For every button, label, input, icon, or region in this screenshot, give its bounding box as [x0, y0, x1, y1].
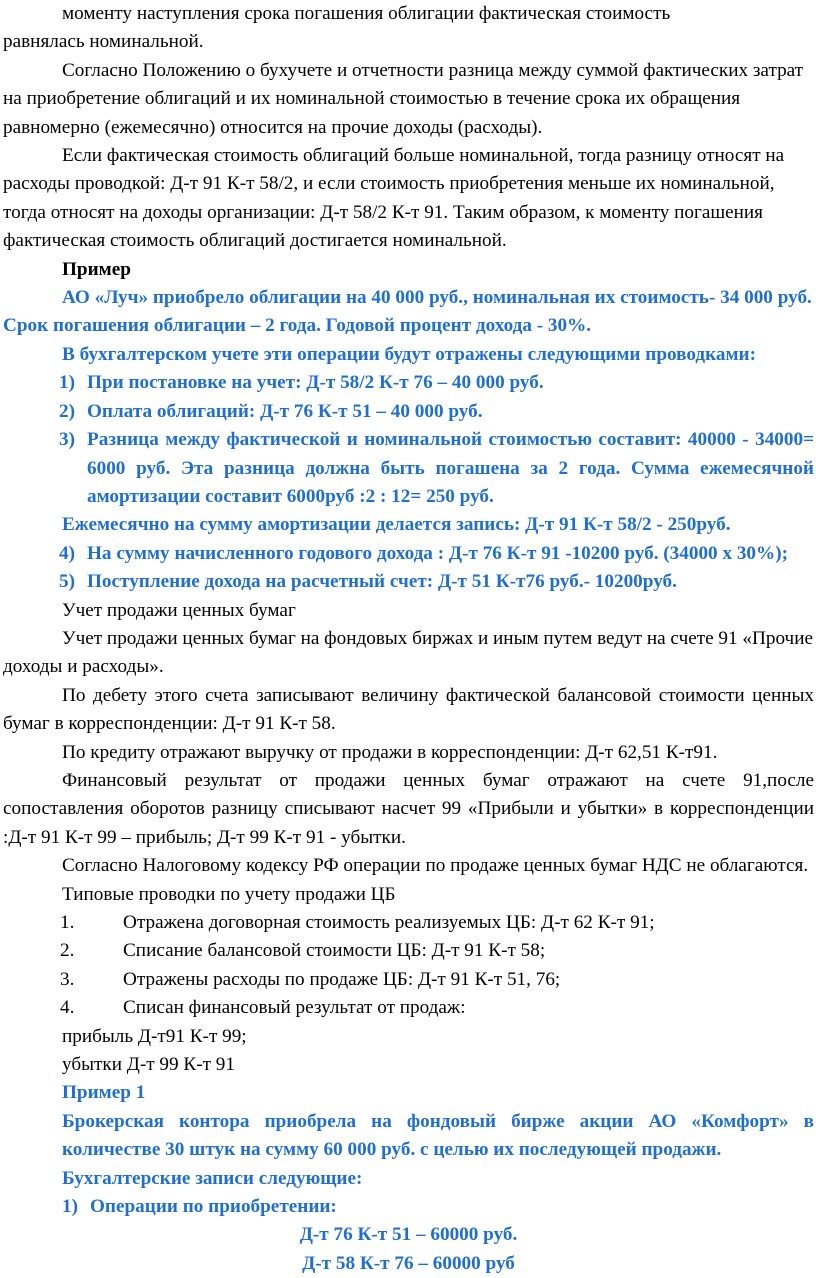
typical-text: Отражена договорная стоимость реализуемых ЦБ: Д-т 62 К-т 91; — [123, 912, 655, 933]
typical-text: Отражены расходы по продаже ЦБ: Д-т 91 К-т 51, 76; — [123, 968, 561, 990]
entry-number: 3) — [59, 429, 75, 451]
entry-item-3 — [3, 426, 814, 511]
paragraph-intro-line2: равнялась номинальной. — [3, 31, 204, 53]
typical-number: 2. — [60, 940, 75, 962]
paragraph-regulation: Согласно Положению о бухучете и отчетности разница между суммой фактических затрат на приобретение облигаций и их номинальной стоимостью в течение срока их обращения равномерно (ежемесячно) относится на прочие доходы (расходы). — [3, 59, 804, 138]
sale-paragraph-5: Согласно Налоговому кодексу РФ операции по продаже ценных бумаг НДС не облагаются. — [62, 855, 809, 877]
typical-number: 3. — [60, 968, 75, 990]
sale-paragraph-4: Финансовый результат от продажи ценных бумаг отражают на счете 91,после сопоставления оборотов разницу списывают насчет 99 «Прибыли и убытки» в корреспонденции :Д-т 91 К-т 99 – прибыль; Д-т 99 К-т 91 - убытки. — [3, 769, 814, 848]
typical-item-1 — [3, 909, 814, 937]
entry-item-1 — [3, 369, 814, 397]
example-text: АО «Луч» приобрело облигации на 40 000 руб., номинальная их стоимость- 34 000 руб. Срок погашения облигации – 2 года. Годовой процент дохода - 30%. — [3, 287, 812, 337]
typical-heading: Типовые проводки по учету продажи ЦБ — [62, 883, 396, 905]
entry-text: На сумму начисленного годового дохода : Д-т 76 К-т 91 -10200 руб. (34000 х 30%); — [87, 542, 788, 564]
entry-number: 5) — [59, 571, 75, 593]
entry-number: 1) — [59, 372, 75, 394]
example-heading: Пример — [62, 258, 131, 280]
sale-paragraph-3: По кредиту отражают выручку от продажи в корреспонденции: Д-т 62,51 К-т91. — [62, 741, 718, 763]
entry-item-4 — [3, 540, 814, 568]
typical-text: Списан финансовый результат от продаж: — [123, 997, 466, 1019]
profit-line: прибыль Д-т91 К-т 99; — [62, 1025, 247, 1047]
entry-number: 2) — [59, 400, 75, 422]
acquisition-item — [3, 1193, 814, 1221]
acquisition-line-2: Д-т 58 К-т 76 – 60000 руб — [302, 1252, 515, 1274]
entry-text: Разница между фактической и номинальной стоимостью составит: 40000 - 34000= 6000 руб. Эта разница должна быть погашена за 2 года. Сумма ежемесячной амортизации составит 6000руб :2 : 12= 250 руб. — [87, 429, 814, 507]
entry-item-2 — [3, 398, 814, 426]
entry-number: 4) — [59, 542, 75, 564]
paragraph-intro-line1: моменту наступления срока погашения облигации фактическая стоимость — [62, 3, 671, 24]
typical-item-2 — [3, 937, 814, 965]
sale-paragraph-1: Учет продажи ценных бумаг на фондовых биржах и иным путем ведут на счете 91 «Прочие доходы и расходы». — [3, 627, 813, 678]
entry-item-5 — [3, 568, 814, 596]
sale-paragraph-2: По дебету этого счета записывают величину фактической балансовой стоимости ценных бумаг в корреспонденции: Д-т 91 К-т 58. — [3, 684, 814, 735]
entry-text: Оплата облигаций: Д-т 76 К-т 51 – 40 000 руб. — [87, 400, 483, 422]
monthly-entry: Ежемесячно на сумму амортизации делается запись: Д-т 91 К-т 58/2 - 250руб. — [62, 514, 731, 536]
entry-text: Поступление дохода на расчетный счет: Д-т 51 К-т76 руб.- 10200руб. — [87, 571, 677, 593]
paragraph-difference: Если фактическая стоимость облигаций больше номинальной, тогда разницу относят на расходы проводкой: Д-т 91 К-т 58/2, и если стоимость приобретения меньше их номинальной, тогда относят на доходы организации: Д-т 58/2 К-т 91. Таким образом, к моменту погашения фактическая стоимость облигаций достигается номинальной. — [3, 145, 785, 252]
example1-text: Брокерская контора приобрела на фондовый бирже акции АО «Комфорт» в количестве 30 штук на сумму 60 000 руб. с целью их последующей продажи. — [62, 1110, 814, 1161]
acquisition-text: Операции по приобретении: — [90, 1196, 337, 1218]
typical-item-3 — [3, 966, 814, 994]
typical-number: 1. — [60, 912, 75, 933]
typical-text: Списание балансовой стоимости ЦБ: Д-т 91 К-т 58; — [123, 940, 546, 962]
example1-heading: Пример 1 — [62, 1082, 146, 1104]
entries-intro: В бухгалтерском учете эти операции будут отражены следующими проводками: — [62, 343, 756, 365]
acquisition-line-1: Д-т 76 К-т 51 – 60000 руб. — [299, 1224, 518, 1246]
acquisition-number: 1) — [62, 1196, 78, 1218]
sale-heading: Учет продажи ценных бумаг — [62, 599, 296, 621]
typical-item-4 — [3, 994, 814, 1022]
loss-line: убытки Д-т 99 К-т 91 — [62, 1054, 235, 1076]
typical-number: 4. — [60, 997, 75, 1019]
entry-text: При постановке на учет: Д-т 58/2 К-т 76 – 40 000 руб. — [87, 372, 544, 394]
records-heading: Бухгалтерские записи следующие: — [62, 1167, 363, 1189]
